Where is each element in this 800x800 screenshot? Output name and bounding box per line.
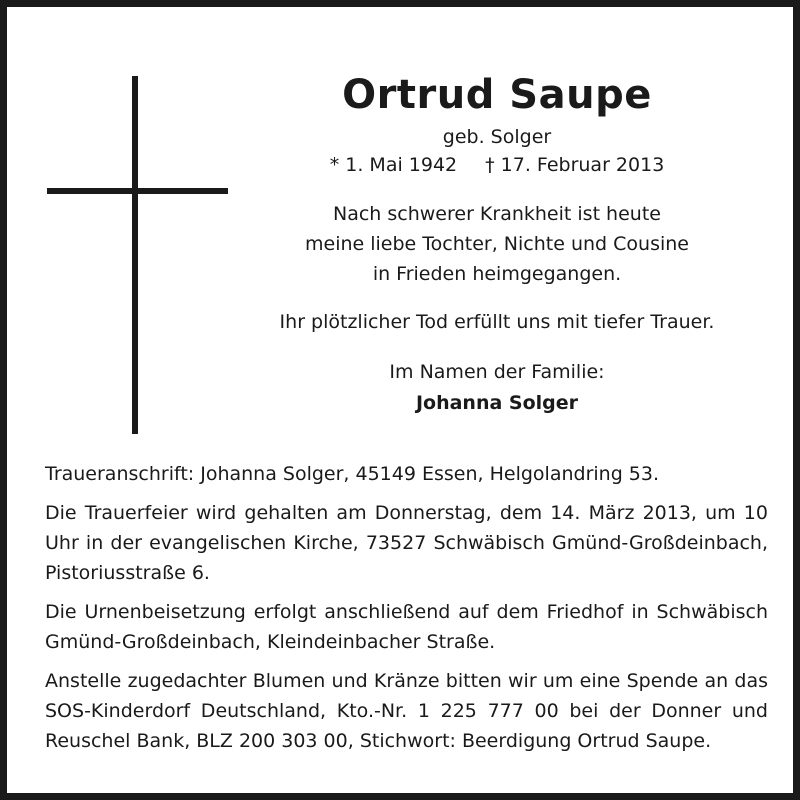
maiden-name: geb. Solger xyxy=(442,126,552,148)
message-line: meine liebe Tochter, Nichte und Cousine xyxy=(305,233,689,255)
service-info: Die Trauerfeier wird gehalten am Donnerstag, dem 14. März 2013, um 10 Uhr in der evangelischen Kirche, 73527 Schwäbisch Gmünd-Großdeinbach, Pistoriusstraße 6. xyxy=(45,502,768,584)
life-dates xyxy=(247,151,747,179)
notice-details xyxy=(45,459,768,765)
on-behalf-line: Im Namen der Familie: xyxy=(389,361,605,383)
grief-line: Ihr plötzlicher Tod erfüllt uns mit tiefer Trauer. xyxy=(279,311,715,333)
burial-info: Die Urnenbeisetzung erfolgt anschließend auf dem Friedhof in Schwäbisch Gmünd-Großdeinbach, Kleindeinbacher Straße. xyxy=(45,601,768,653)
message-line: Nach schwerer Krankheit ist heute xyxy=(333,203,661,225)
donation-info: Anstelle zugedachter Blumen und Kränze bitten wir um eine Spende an das SOS-Kinderdorf Deutschland, Kto.-Nr. 1 225 777 00 bei der Donner und Reuschel Bank, BLZ 200 303 00, Stichwort: Beerdigung Ortrud Saupe. xyxy=(45,670,768,752)
signer-name: Johanna Solger xyxy=(415,392,579,414)
message-line: in Frieden heimgegangen. xyxy=(372,263,622,285)
funeral-address: Traueranschrift: Johanna Solger, 45149 Essen, Helgolandring 53. xyxy=(45,463,660,485)
cross-icon-vertical xyxy=(132,76,138,434)
birth-date: * 1. Mai 1942 xyxy=(329,154,458,176)
deceased-name: Ortrud Saupe xyxy=(342,72,652,118)
cross-icon-horizontal xyxy=(47,188,228,194)
death-date: † 17. Februar 2013 xyxy=(485,154,665,176)
notice-header xyxy=(247,67,747,419)
